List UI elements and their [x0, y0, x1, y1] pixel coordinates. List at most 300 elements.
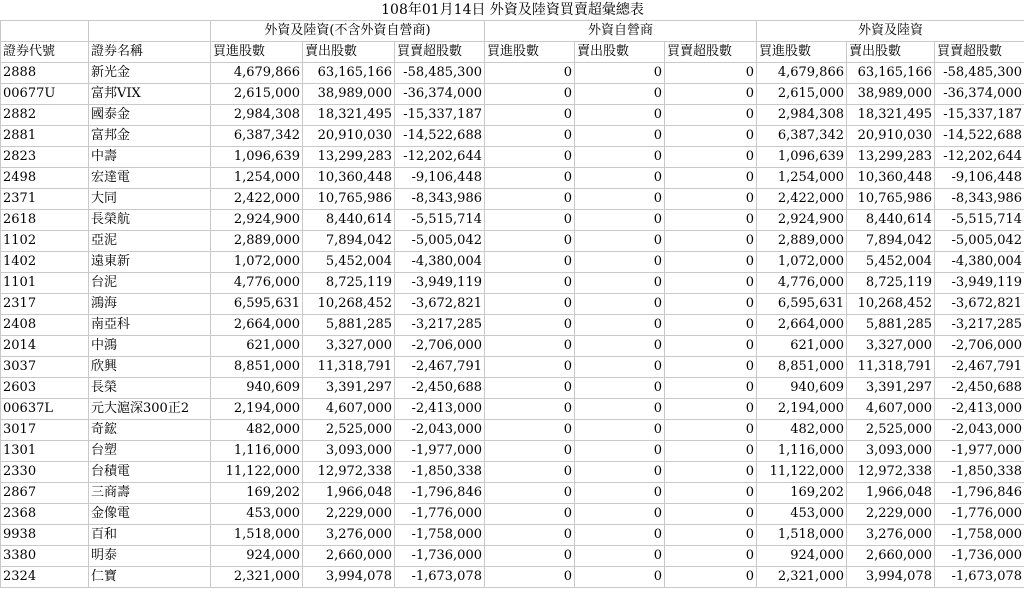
table-row	[1, 504, 1024, 525]
data-cell: 0	[485, 231, 575, 252]
stock-name: 欣興	[89, 357, 211, 378]
data-cell: -14,522,688	[395, 126, 485, 147]
table-row	[1, 357, 1024, 378]
table-row	[1, 462, 1024, 483]
data-cell: 3,327,000	[847, 336, 935, 357]
data-cell: 2,422,000	[757, 189, 847, 210]
data-cell: 2,321,000	[757, 567, 847, 588]
data-cell: 3,276,000	[303, 525, 395, 546]
data-cell: 0	[665, 168, 757, 189]
data-cell: 2,194,000	[757, 399, 847, 420]
data-cell: -2,413,000	[935, 399, 1024, 420]
data-cell: 621,000	[211, 336, 303, 357]
data-cell: 0	[575, 231, 665, 252]
data-cell: -9,106,448	[935, 168, 1024, 189]
data-cell: 0	[575, 84, 665, 105]
data-cell: 0	[485, 168, 575, 189]
data-cell: 2,229,000	[303, 504, 395, 525]
data-cell: 0	[575, 504, 665, 525]
stock-name: 台泥	[89, 273, 211, 294]
data-cell: 0	[575, 105, 665, 126]
data-cell: 0	[575, 294, 665, 315]
data-cell: 1,966,048	[303, 483, 395, 504]
data-cell: -2,467,791	[395, 357, 485, 378]
stock-code: 2498	[1, 168, 89, 189]
data-cell: -58,485,300	[395, 63, 485, 84]
stock-name: 台塑	[89, 441, 211, 462]
data-cell: 18,321,495	[303, 105, 395, 126]
stock-code: 2330	[1, 462, 89, 483]
stock-name: 大同	[89, 189, 211, 210]
data-cell: 1,518,000	[211, 525, 303, 546]
data-cell: 0	[575, 399, 665, 420]
data-cell: 0	[665, 189, 757, 210]
stock-name: 仁寶	[89, 567, 211, 588]
stock-code: 1402	[1, 252, 89, 273]
data-cell: -1,977,000	[935, 441, 1024, 462]
data-cell: 1,116,000	[211, 441, 303, 462]
data-cell: 940,609	[211, 378, 303, 399]
data-cell: 6,595,631	[757, 294, 847, 315]
data-cell: 10,765,986	[303, 189, 395, 210]
group-spacer	[89, 21, 211, 42]
data-cell: 0	[485, 567, 575, 588]
data-cell: -2,450,688	[395, 378, 485, 399]
data-cell: 0	[485, 462, 575, 483]
column-header: 證券名稱	[89, 42, 211, 63]
table-row	[1, 567, 1024, 588]
data-cell: 0	[485, 273, 575, 294]
data-cell: 8,851,000	[211, 357, 303, 378]
data-cell: 6,387,342	[211, 126, 303, 147]
table-row	[1, 546, 1024, 567]
data-cell: -5,515,714	[935, 210, 1024, 231]
data-cell: 11,318,791	[303, 357, 395, 378]
stock-code: 2882	[1, 105, 89, 126]
stock-name: 長榮	[89, 378, 211, 399]
data-cell: 0	[575, 63, 665, 84]
stock-name: 新光金	[89, 63, 211, 84]
data-cell: 8,440,614	[847, 210, 935, 231]
data-cell: 7,894,042	[303, 231, 395, 252]
data-cell: -58,485,300	[935, 63, 1024, 84]
column-header: 買賣超股數	[395, 42, 485, 63]
data-cell: 0	[665, 336, 757, 357]
data-cell: -4,380,004	[935, 252, 1024, 273]
data-cell: 38,989,000	[847, 84, 935, 105]
data-cell: 4,776,000	[211, 273, 303, 294]
stock-code: 1101	[1, 273, 89, 294]
group-foreign-total: 外資及陸資	[757, 21, 1024, 42]
data-cell: 482,000	[211, 420, 303, 441]
data-cell: 20,910,030	[847, 126, 935, 147]
data-cell: 0	[485, 147, 575, 168]
data-cell: 0	[665, 483, 757, 504]
data-cell: 0	[485, 483, 575, 504]
group-foreign-excl-dealer: 外資及陸資(不含外資自營商)	[211, 21, 485, 42]
data-cell: 4,776,000	[757, 273, 847, 294]
data-cell: -1,850,338	[395, 462, 485, 483]
data-cell: 2,525,000	[303, 420, 395, 441]
stock-name: 百和	[89, 525, 211, 546]
group-header-row	[1, 21, 1024, 42]
stock-name: 明泰	[89, 546, 211, 567]
data-cell: 0	[485, 105, 575, 126]
data-cell: 0	[575, 273, 665, 294]
data-cell: 0	[575, 378, 665, 399]
data-cell: 1,096,639	[211, 147, 303, 168]
data-cell: 0	[485, 399, 575, 420]
data-cell: -3,672,821	[395, 294, 485, 315]
data-cell: 63,165,166	[303, 63, 395, 84]
data-cell: -1,796,846	[395, 483, 485, 504]
stock-code: 1301	[1, 441, 89, 462]
table-row	[1, 147, 1024, 168]
data-cell: 0	[575, 126, 665, 147]
data-cell: 3,327,000	[303, 336, 395, 357]
group-spacer	[1, 21, 89, 42]
column-header: 買賣超股數	[935, 42, 1024, 63]
data-cell: -3,949,119	[395, 273, 485, 294]
stock-name: 富邦金	[89, 126, 211, 147]
stock-code: 2888	[1, 63, 89, 84]
stock-name: 金像電	[89, 504, 211, 525]
data-cell: 1,966,048	[847, 483, 935, 504]
data-cell: 2,664,000	[757, 315, 847, 336]
data-cell: 2,660,000	[303, 546, 395, 567]
data-cell: 0	[485, 504, 575, 525]
table-row	[1, 378, 1024, 399]
data-cell: 0	[485, 420, 575, 441]
data-cell: -1,736,000	[395, 546, 485, 567]
data-cell: 621,000	[757, 336, 847, 357]
stock-code: 2823	[1, 147, 89, 168]
table-row	[1, 294, 1024, 315]
stock-code: 2317	[1, 294, 89, 315]
data-cell: -1,758,000	[395, 525, 485, 546]
column-header: 賣出股數	[303, 42, 395, 63]
data-cell: 10,268,452	[303, 294, 395, 315]
data-cell: 0	[485, 294, 575, 315]
data-cell: -9,106,448	[395, 168, 485, 189]
data-cell: 0	[665, 210, 757, 231]
data-cell: 5,452,004	[847, 252, 935, 273]
data-cell: 0	[575, 252, 665, 273]
stock-code: 2881	[1, 126, 89, 147]
data-cell: -8,343,986	[395, 189, 485, 210]
table-row	[1, 168, 1024, 189]
data-cell: 3,093,000	[847, 441, 935, 462]
stock-name: 鴻海	[89, 294, 211, 315]
data-cell: 3,391,297	[303, 378, 395, 399]
data-cell: 0	[665, 126, 757, 147]
data-cell: 0	[575, 168, 665, 189]
stock-code: 3380	[1, 546, 89, 567]
stock-code: 2324	[1, 567, 89, 588]
table-row	[1, 252, 1024, 273]
data-cell: 0	[665, 504, 757, 525]
data-cell: 0	[485, 126, 575, 147]
data-cell: -2,467,791	[935, 357, 1024, 378]
table-row	[1, 63, 1024, 84]
data-cell: 10,360,448	[303, 168, 395, 189]
stock-code: 00637L	[1, 399, 89, 420]
data-cell: 2,660,000	[847, 546, 935, 567]
data-cell: -5,515,714	[395, 210, 485, 231]
data-cell: -36,374,000	[935, 84, 1024, 105]
data-cell: 0	[485, 252, 575, 273]
data-cell: -12,202,644	[935, 147, 1024, 168]
data-cell: 0	[665, 273, 757, 294]
data-cell: 2,615,000	[211, 84, 303, 105]
data-cell: 0	[485, 315, 575, 336]
data-cell: -1,776,000	[395, 504, 485, 525]
stock-code: 2368	[1, 504, 89, 525]
data-cell: -1,673,078	[935, 567, 1024, 588]
data-cell: 0	[575, 189, 665, 210]
table-row	[1, 483, 1024, 504]
data-cell: 0	[665, 231, 757, 252]
data-cell: 0	[665, 63, 757, 84]
stock-name: 中鴻	[89, 336, 211, 357]
data-cell: 0	[665, 441, 757, 462]
stock-name: 奇鋐	[89, 420, 211, 441]
data-cell: 169,202	[211, 483, 303, 504]
data-cell: 18,321,495	[847, 105, 935, 126]
data-cell: 0	[575, 210, 665, 231]
stock-code: 2867	[1, 483, 89, 504]
column-header: 買進股數	[757, 42, 847, 63]
table-row	[1, 189, 1024, 210]
data-cell: 0	[665, 462, 757, 483]
data-cell: 0	[575, 441, 665, 462]
column-header: 賣出股數	[575, 42, 665, 63]
data-cell: 940,609	[757, 378, 847, 399]
stock-name: 國泰金	[89, 105, 211, 126]
data-cell: -3,217,285	[935, 315, 1024, 336]
stock-name: 遠東新	[89, 252, 211, 273]
data-cell: 0	[575, 420, 665, 441]
data-cell: 6,595,631	[211, 294, 303, 315]
data-cell: 5,452,004	[303, 252, 395, 273]
data-cell: -36,374,000	[395, 84, 485, 105]
data-cell: 6,387,342	[757, 126, 847, 147]
data-cell: -2,450,688	[935, 378, 1024, 399]
column-header-row	[1, 42, 1024, 63]
table-row	[1, 210, 1024, 231]
data-cell: 0	[665, 357, 757, 378]
data-cell: 8,440,614	[303, 210, 395, 231]
data-cell: 63,165,166	[847, 63, 935, 84]
data-cell: -15,337,187	[395, 105, 485, 126]
table-row	[1, 105, 1024, 126]
data-cell: -5,005,042	[935, 231, 1024, 252]
data-cell: 0	[485, 525, 575, 546]
data-cell: 0	[665, 525, 757, 546]
data-cell: -1,736,000	[935, 546, 1024, 567]
data-cell: 0	[665, 399, 757, 420]
stock-code: 2371	[1, 189, 89, 210]
data-cell: 2,229,000	[847, 504, 935, 525]
data-cell: 11,122,000	[211, 462, 303, 483]
data-cell: 2,924,900	[757, 210, 847, 231]
data-cell: 11,318,791	[847, 357, 935, 378]
data-cell: 0	[575, 336, 665, 357]
data-cell: 0	[485, 441, 575, 462]
data-cell: 0	[575, 357, 665, 378]
data-cell: 0	[485, 357, 575, 378]
title-row	[1, 0, 1024, 21]
column-header: 買賣超股數	[665, 42, 757, 63]
data-cell: 4,679,866	[757, 63, 847, 84]
data-cell: 3,093,000	[303, 441, 395, 462]
stock-name: 南亞科	[89, 315, 211, 336]
data-cell: 1,116,000	[757, 441, 847, 462]
data-cell: -5,005,042	[395, 231, 485, 252]
data-cell: 0	[665, 567, 757, 588]
data-cell: 0	[665, 252, 757, 273]
data-cell: -2,413,000	[395, 399, 485, 420]
data-cell: -2,043,000	[935, 420, 1024, 441]
data-cell: -3,217,285	[395, 315, 485, 336]
data-cell: 0	[575, 525, 665, 546]
data-cell: 5,881,285	[847, 315, 935, 336]
data-cell: -3,672,821	[935, 294, 1024, 315]
data-cell: 453,000	[757, 504, 847, 525]
data-cell: -12,202,644	[395, 147, 485, 168]
data-cell: 0	[665, 546, 757, 567]
data-cell: 8,725,119	[303, 273, 395, 294]
data-cell: 4,607,000	[847, 399, 935, 420]
data-cell: 10,360,448	[847, 168, 935, 189]
data-cell: 2,889,000	[757, 231, 847, 252]
data-cell: 20,910,030	[303, 126, 395, 147]
data-cell: 0	[665, 294, 757, 315]
data-cell: -2,706,000	[395, 336, 485, 357]
data-cell: 924,000	[211, 546, 303, 567]
column-header: 證券代號	[1, 42, 89, 63]
data-cell: 0	[485, 189, 575, 210]
data-cell: 0	[575, 567, 665, 588]
table-row	[1, 315, 1024, 336]
data-cell: 0	[665, 105, 757, 126]
data-cell: 13,299,283	[303, 147, 395, 168]
data-cell: -8,343,986	[935, 189, 1024, 210]
data-cell: 0	[575, 462, 665, 483]
stock-name: 三商壽	[89, 483, 211, 504]
stock-name: 台積電	[89, 462, 211, 483]
data-cell: 0	[485, 336, 575, 357]
data-cell: -4,380,004	[395, 252, 485, 273]
stock-name: 元大滬深300正2	[89, 399, 211, 420]
data-cell: 1,072,000	[757, 252, 847, 273]
data-cell: 7,894,042	[847, 231, 935, 252]
stock-name: 長榮航	[89, 210, 211, 231]
column-header: 賣出股數	[847, 42, 935, 63]
data-cell: 3,276,000	[847, 525, 935, 546]
data-cell: 4,679,866	[211, 63, 303, 84]
data-cell: 0	[485, 84, 575, 105]
table-row	[1, 126, 1024, 147]
data-cell: 10,765,986	[847, 189, 935, 210]
data-cell: 453,000	[211, 504, 303, 525]
data-cell: 2,525,000	[847, 420, 935, 441]
data-cell: 924,000	[757, 546, 847, 567]
data-cell: 2,615,000	[757, 84, 847, 105]
table-row	[1, 420, 1024, 441]
data-cell: 0	[485, 546, 575, 567]
column-header: 買進股數	[211, 42, 303, 63]
table-row	[1, 84, 1024, 105]
stock-code: 2014	[1, 336, 89, 357]
data-cell: 482,000	[757, 420, 847, 441]
data-cell: 3,994,078	[847, 567, 935, 588]
stock-code: 2408	[1, 315, 89, 336]
data-cell: 12,972,338	[847, 462, 935, 483]
data-cell: 0	[665, 420, 757, 441]
data-cell: -3,949,119	[935, 273, 1024, 294]
table-row	[1, 273, 1024, 294]
report-title: 108年01月14日 外資及陸資買賣超彙總表	[381, 2, 644, 18]
data-cell: 0	[575, 483, 665, 504]
stock-code: 2603	[1, 378, 89, 399]
data-cell: 2,984,308	[757, 105, 847, 126]
data-cell: -1,850,338	[935, 462, 1024, 483]
data-cell: 0	[485, 63, 575, 84]
data-cell: 8,851,000	[757, 357, 847, 378]
data-cell: -14,522,688	[935, 126, 1024, 147]
column-header: 買進股數	[485, 42, 575, 63]
data-cell: 2,194,000	[211, 399, 303, 420]
data-cell: 2,984,308	[211, 105, 303, 126]
data-cell: 12,972,338	[303, 462, 395, 483]
table-row	[1, 441, 1024, 462]
data-cell: 1,518,000	[757, 525, 847, 546]
data-cell: 1,072,000	[211, 252, 303, 273]
data-cell: -2,043,000	[395, 420, 485, 441]
data-cell: 0	[665, 147, 757, 168]
data-cell: 13,299,283	[847, 147, 935, 168]
group-foreign-dealer: 外資自營商	[485, 21, 757, 42]
data-cell: 0	[665, 84, 757, 105]
data-cell: 0	[575, 546, 665, 567]
stock-code: 2618	[1, 210, 89, 231]
stock-name: 亞泥	[89, 231, 211, 252]
data-cell: 0	[575, 315, 665, 336]
data-cell: 2,664,000	[211, 315, 303, 336]
data-cell: -1,977,000	[395, 441, 485, 462]
stock-code: 9938	[1, 525, 89, 546]
stock-code: 3017	[1, 420, 89, 441]
data-cell: 0	[665, 315, 757, 336]
data-cell: 1,096,639	[757, 147, 847, 168]
data-cell: 3,391,297	[847, 378, 935, 399]
data-cell: -1,673,078	[395, 567, 485, 588]
data-cell: 2,889,000	[211, 231, 303, 252]
data-cell: 10,268,452	[847, 294, 935, 315]
data-cell: -2,706,000	[935, 336, 1024, 357]
data-cell: -1,758,000	[935, 525, 1024, 546]
data-cell: 8,725,119	[847, 273, 935, 294]
table-row	[1, 525, 1024, 546]
stock-code: 00677U	[1, 84, 89, 105]
data-cell: 0	[485, 210, 575, 231]
data-cell: 5,881,285	[303, 315, 395, 336]
table-row	[1, 399, 1024, 420]
data-cell: 3,994,078	[303, 567, 395, 588]
data-cell: 2,422,000	[211, 189, 303, 210]
data-cell: 1,254,000	[757, 168, 847, 189]
